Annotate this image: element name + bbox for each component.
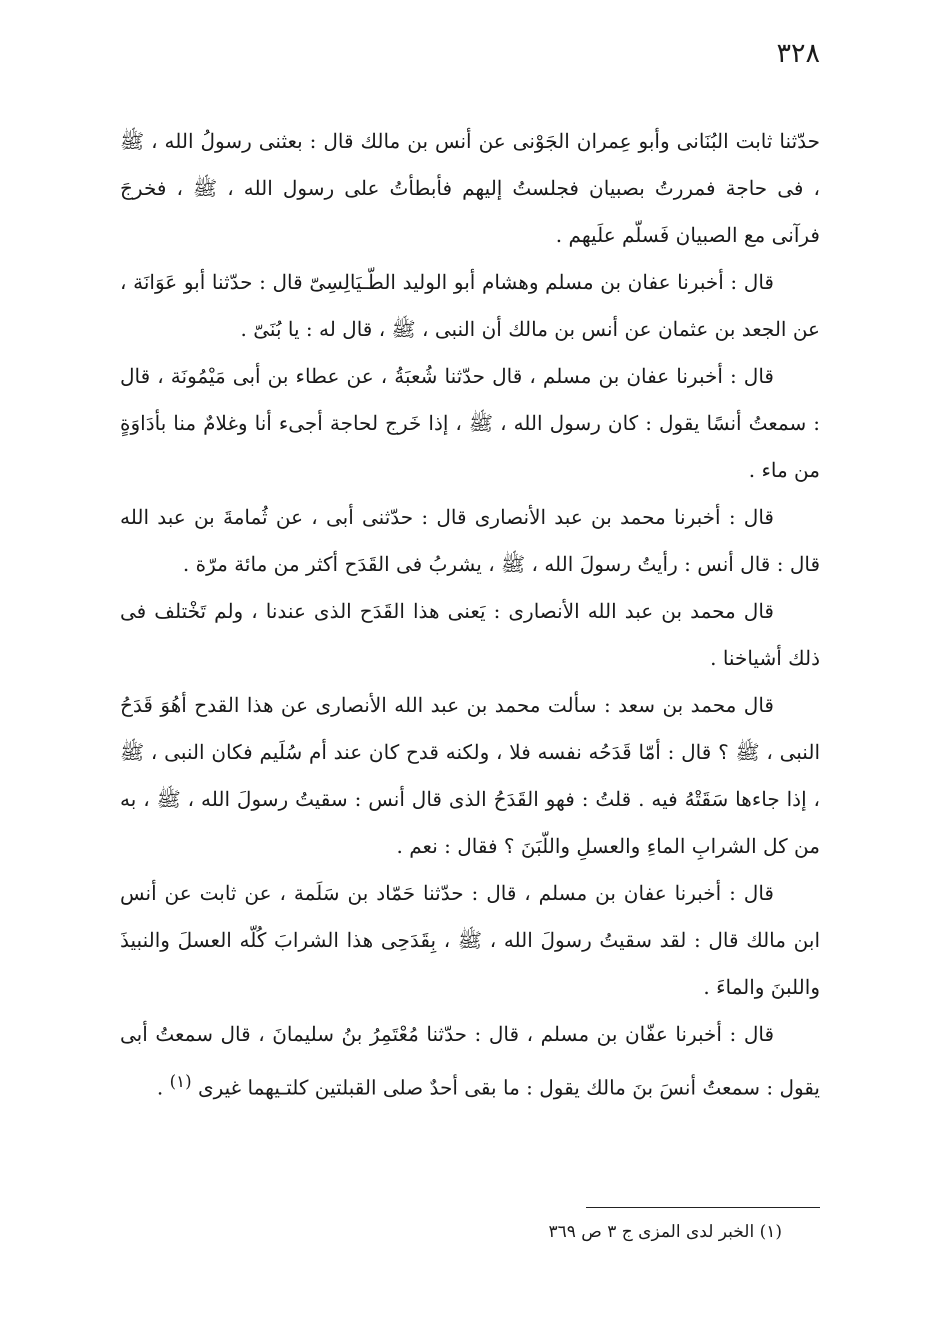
paragraph-6: قال محمد بن سعد : سألت محمد بن عبد الله الأنصارى عن هذا القدح أهُوَ قَدَحُ النبى ، ﷺ ؟ قال : أمّا قَدَحُه نفسه فلا ، ولكنه قدح كان عند أم سُلَيم فكان النبى ، ﷺ ، إذا جاءها سَقَتْهُ فيه . قلتُ : فهو القَدَحُ الذى قال أنس : سقيتُ رسولَ الله ، ﷺ ، به من كل الشرابِ الماءِ والعسلِ واللّبَنَ ؟ فقال : نعم . (120, 693, 820, 858)
paragraph-4: قال : أخبرنا محمد بن عبد الأنصارى قال : حدّثنى أبى ، عن ثُمامةَ بن عبد الله قال : قال أنس : رأيتُ رسولَ الله ، ﷺ ، يشربُ فى القَدَح أكثر من مائة مرّة . (120, 505, 820, 576)
main-text (120, 118, 820, 1112)
paragraph-5: قال محمد بن عبد الله الأنصارى : يَعنى هذا القَدَح الذى عندنا ، ولم تَخْتلف فى ذلك أشياخنا . (120, 599, 820, 670)
footnote-divider (586, 1207, 820, 1208)
paragraph-8-end: . (156, 1075, 170, 1100)
page-number: ٣٢٨ (776, 38, 820, 69)
paragraph-1: حدّثنا ثابت البُنَانى وأبو عِمران الجَوْنى عن أنس بن مالك قال : بعثنى رسولُ الله ، ﷺ ، فى حاجة فمررتُ بصبيان فجلستُ إليهم فأبطأتُ على رسول الله ، ﷺ ، فخرجَ فرآنى مع الصبيان فَسلّم علَيهم . (120, 129, 820, 247)
paragraph-2: قال : أخبرنا عفان بن مسلم وهشام أبو الوليد الطّـيَالِسِىّ قال : حدّثنا أبو عَوَانَة ، عن الجعد بن عثمان عن أنس بن مالك أن النبى ، ﷺ ، قال له : يا بُنَىّ . (120, 270, 820, 341)
footnote-reference: (١) (169, 1072, 192, 1091)
paragraph-7: قال : أخبرنا عفان بن مسلم ، قال : حدّثنا حَمّاد بن سَلَمة ، عن ثابت عن أنس ابن مالك قال : لقد سقيتُ رسولَ الله ، ﷺ ، بِقَدَحِى هذا الشرابَ كُلّه العسلَ والنبيذَ واللبنَ والماءَ . (120, 881, 820, 999)
paragraph-8-text: قال : أخبرنا عفّان بن مسلم ، قال : حدّثنا مُعْتَمِرُ بنُ سليمانَ ، قال سمعتُ أبى يقول : سمعتُ أنسَ بنَ مالك يقول : ما بقى أحدٌ صلى القبلتين كلتـيهما غيرى (120, 1022, 820, 1100)
paragraph-3: قال : أخبرنا عفان بن مسلم ، قال حدّثنا شُعبَةُ ، عن عطاء بن أبى مَيْمُونَة ، قال : سمعتُ أنسًا يقول : كان رسول الله ، ﷺ ، إذا خَرج لحاجة أجىء أنا وغلامٌ منا بأدَاوَةٍ من ماء . (120, 364, 820, 482)
paragraph-8 (120, 1011, 820, 1112)
footnote: (١) الخبر لدى المزى ج ٣ ص ٣٦٩ (548, 1222, 782, 1242)
